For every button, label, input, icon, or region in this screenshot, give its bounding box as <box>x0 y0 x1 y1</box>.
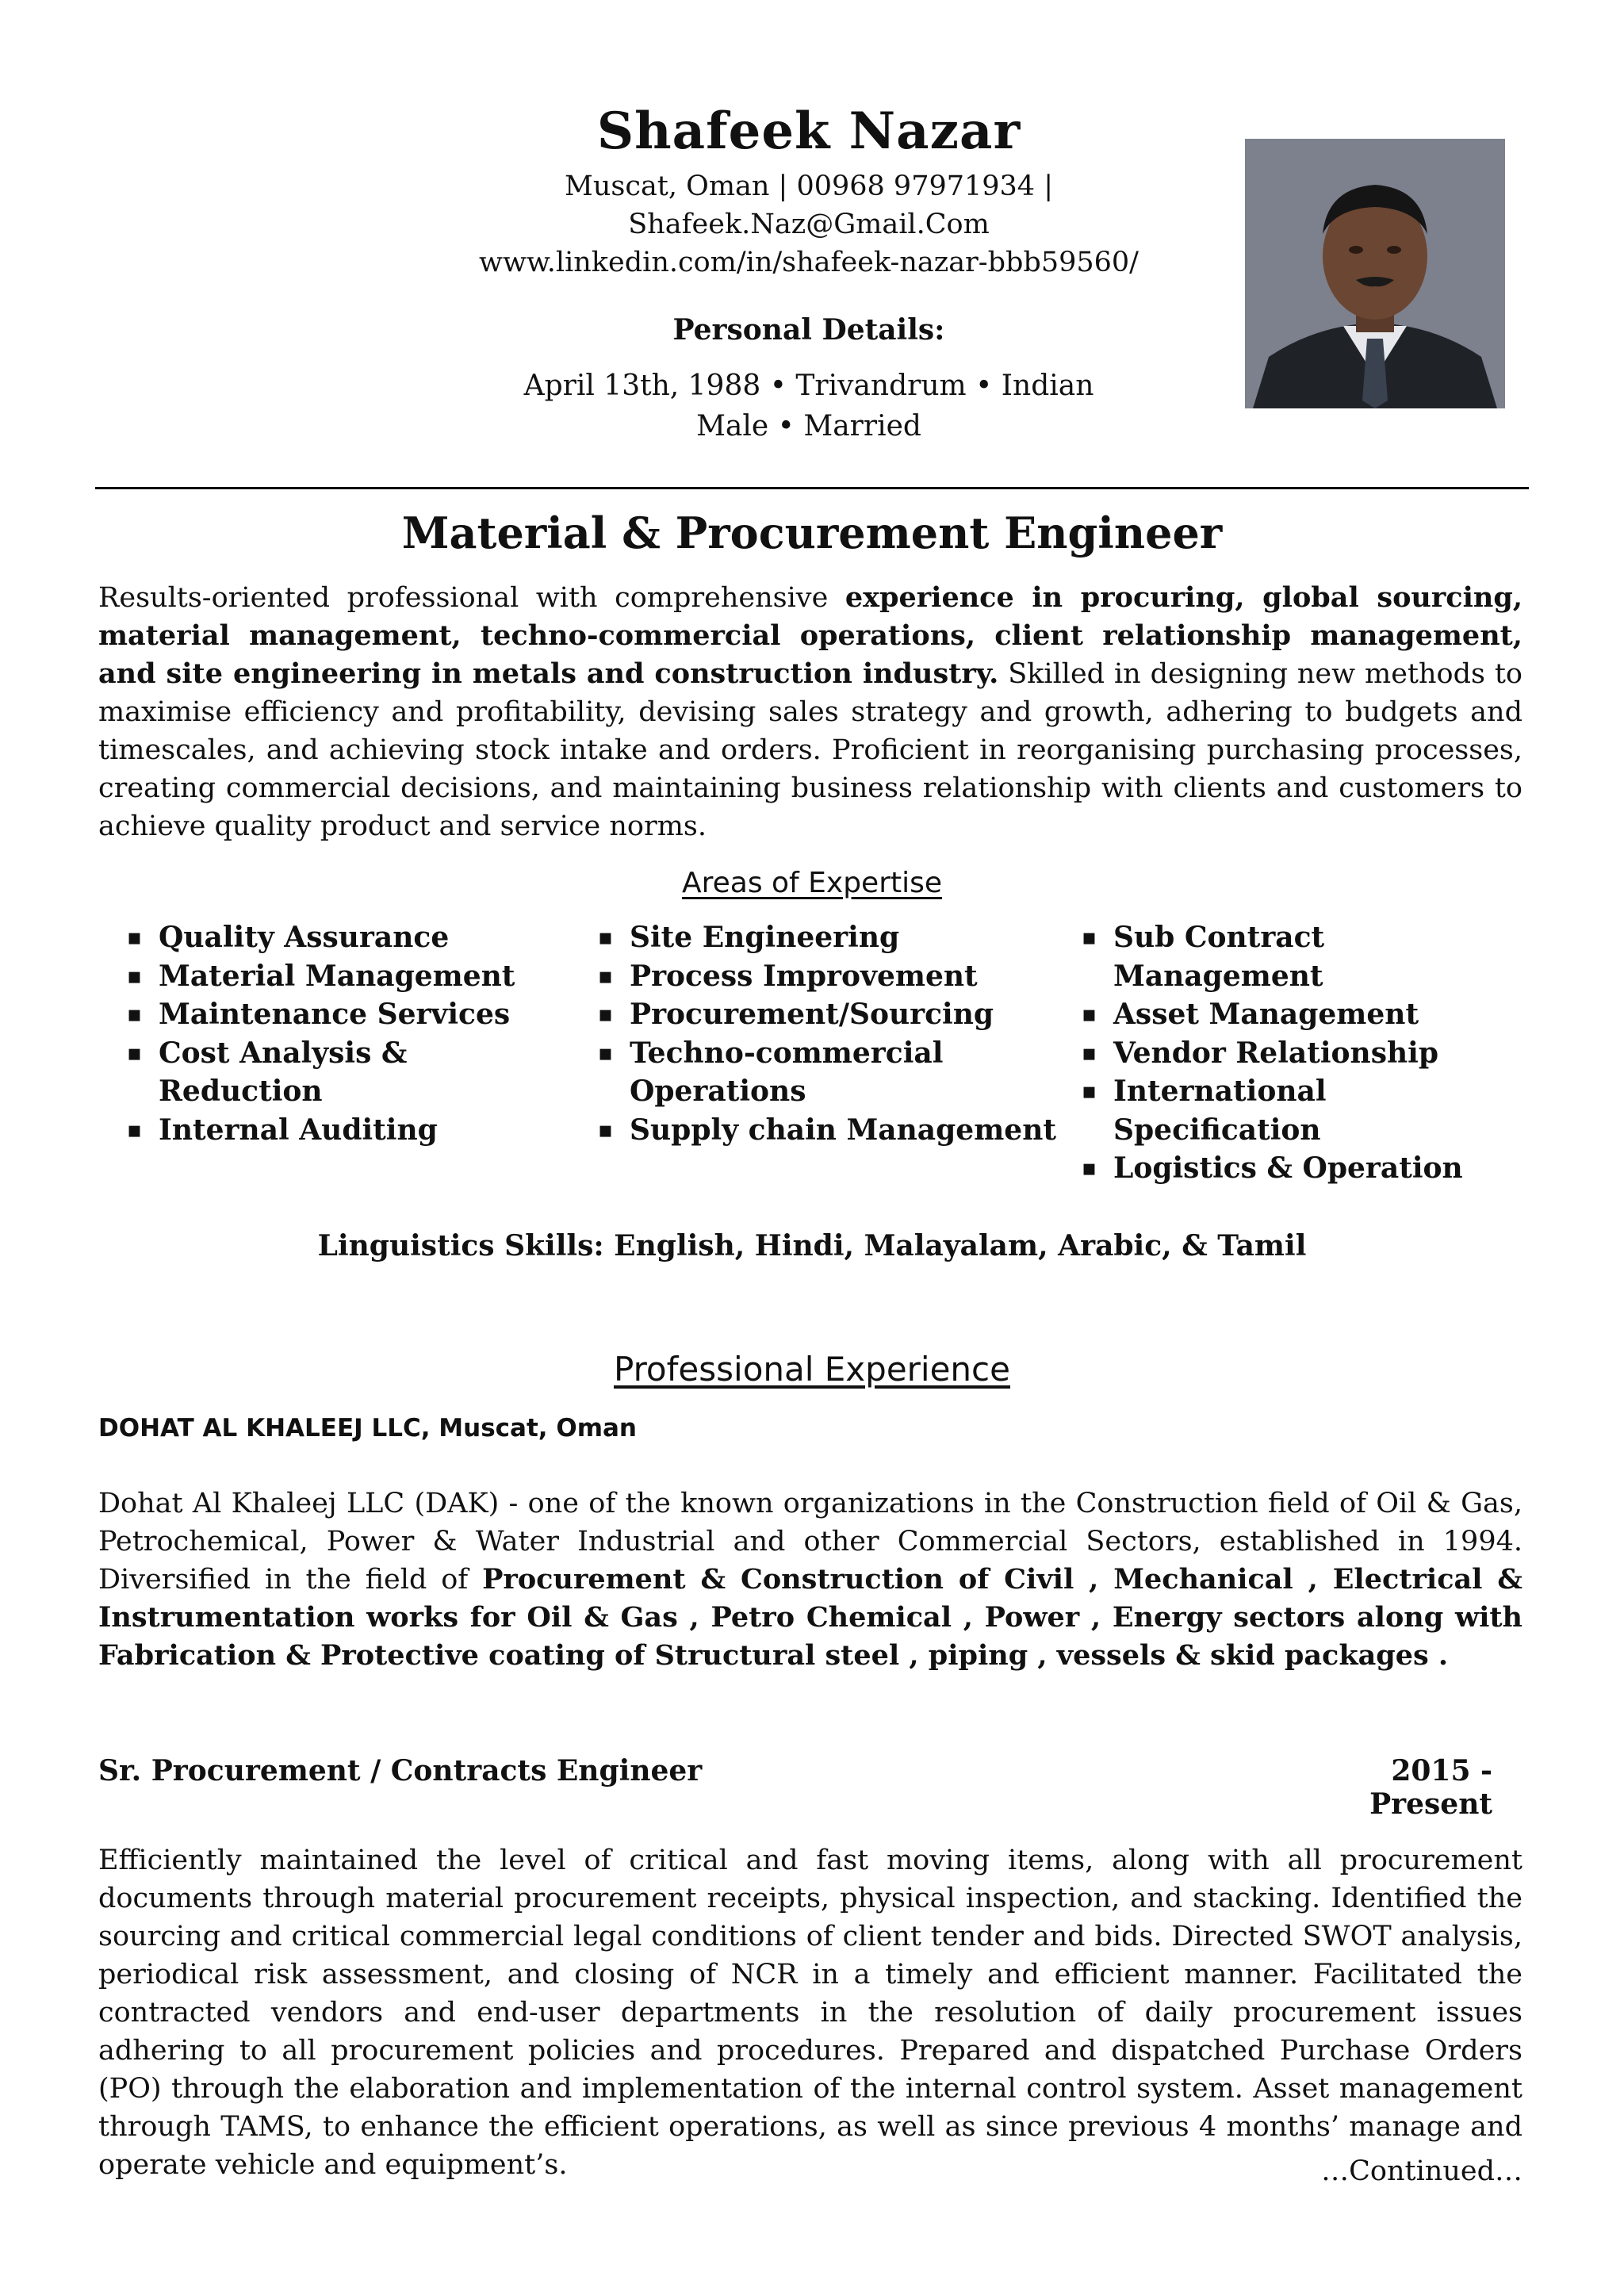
company-description <box>98 1485 1522 1675</box>
expertise-column-1 <box>113 918 573 1149</box>
company-name: DOHAT AL KHALEEJ LLC, Muscat, Oman <box>98 1414 638 1443</box>
expertise-item: ▪ International Specification <box>1067 1072 1367 1149</box>
company-intro: Dohat Al Khaleej LLC (DAK) - one of the known organizations in the Construction field of Oil & Gas, Petrochemical, Power & Water Industrial and other Commercial Sectors, established in 1994. Diversified in the field of <box>98 1488 1522 1596</box>
expertise-column-2 <box>584 918 1059 1149</box>
expertise-item: ▪ Sub Contract Management <box>1067 918 1527 995</box>
linguistics-skills: Linguistics Skills: English, Hindi, Malayalam, Arabic, & Tamil <box>317 1229 1307 1262</box>
summary-highlight: experience in procuring, global sourcing, material management, techno-commercial operations, client relationship management, and site engineering in metals and construction industry. <box>98 581 1523 690</box>
personal-details-line-1: April 13th, 1988 • Trivandrum • Indian <box>523 370 1094 402</box>
profile-photo <box>1245 139 1505 408</box>
bullet-icon: ▪ <box>1082 1155 1097 1181</box>
summary-rest: Skilled in designing new methods to maximise efficiency and profitability, devising sales strategy and growth, adhering to budgets and timescales, and achieving stock intake and orders. Proficient in reorganising purchasing processes, creating commercial decisions, and maintaining business relationship with clients and customers to achieve quality product and service norms. <box>98 658 1522 842</box>
bullet-icon: ▪ <box>598 962 613 989</box>
bullet-icon: ▪ <box>1082 1078 1097 1104</box>
summary-paragraph <box>98 579 1522 845</box>
professional-experience-heading: Professional Experience <box>614 1350 1010 1389</box>
job-title: Sr. Procurement / Contracts Engineer <box>98 1754 703 1787</box>
expertise-item: ▪ Asset Management <box>1067 995 1527 1034</box>
expertise-item: ▪ Maintenance Services <box>113 995 573 1034</box>
expertise-item: ▪ Cost Analysis & Reduction <box>113 1034 573 1111</box>
continued-note: …Continued… <box>1321 2155 1522 2187</box>
bullet-icon: ▪ <box>598 1039 613 1066</box>
expertise-item: ▪ Vendor Relationship <box>1067 1034 1527 1073</box>
expertise-item: ▪ Quality Assurance <box>113 918 573 957</box>
bullet-icon: ▪ <box>1082 1039 1097 1066</box>
bullet-icon: ▪ <box>598 1001 613 1027</box>
bullet-icon: ▪ <box>127 962 142 989</box>
expertise-item: ▪ Techno-commercial Operations <box>584 1034 947 1111</box>
bullet-icon: ▪ <box>598 924 613 950</box>
expertise-item: ▪ Supply chain Management <box>584 1111 1059 1150</box>
company-highlight: Procurement & Construction of Civil , Mechanical , Electrical & Instrumentation works for Oil & Gas , Petro Chemical , Power , Energy sectors along with Fabrication & Protective coating of Structural steel , piping , vessels & skid packages . <box>98 1563 1522 1672</box>
expertise-item: ▪ Process Improvement <box>584 957 1059 996</box>
role-title: Material & Procurement Engineer <box>401 508 1223 558</box>
bullet-icon: ▪ <box>127 1039 142 1066</box>
personal-details-line-2: Male • Married <box>696 410 921 443</box>
bullet-icon: ▪ <box>127 1001 142 1027</box>
summary-intro: Results-oriented professional with comprehensive <box>98 582 845 614</box>
bullet-icon: ▪ <box>1082 924 1097 950</box>
bullet-icon: ▪ <box>598 1116 613 1143</box>
candidate-name: Shafeek Nazar <box>596 102 1021 161</box>
expertise-column-3 <box>1067 918 1527 1188</box>
bullet-icon: ▪ <box>1082 1001 1097 1027</box>
contact-linkedin[interactable]: www.linkedin.com/in/shafeek-nazar-bbb59560/ <box>479 247 1139 278</box>
expertise-item: ▪ Site Engineering <box>584 918 1059 957</box>
job-description: Efficiently maintained the level of critical and fast moving items, along with all procurement documents through material procurement receipts, physical inspection, and stacking. Identified the sourcing and critical commercial legal conditions of client tender and bids. Directed SWOT analysis, periodical risk assessment, and closing of NCR in a timely and efficient manner. Facilitated the contracted vendors and end-user departments in the resolution of daily procurement issues adhering to all procurement policies and procedures. Prepared and dispatched Purchase Orders (PO) through the elaboration and implementation of the internal control system. Asset management through TAMS, to enhance the efficient operations, as well as since previous 4 months’ manage and operate vehicle and equipment’s. <box>98 1845 1522 2181</box>
expertise-heading: Areas of Expertise <box>681 867 943 899</box>
contact-email[interactable]: Shafeek.Naz@Gmail.Com <box>628 209 990 240</box>
header-divider <box>95 487 1529 489</box>
bullet-icon: ▪ <box>127 1116 142 1143</box>
expertise-item: ▪ Internal Auditing <box>113 1111 573 1150</box>
expertise-item: ▪ Logistics & Operation <box>1067 1149 1527 1188</box>
bullet-icon: ▪ <box>127 924 142 950</box>
job-period: 2015 - Present <box>1369 1754 1492 1821</box>
personal-details-title: Personal Details: <box>672 313 945 347</box>
contact-location-phone: Muscat, Oman | 00968 97971934 | <box>565 170 1053 202</box>
expertise-item: ▪ Procurement/Sourcing <box>584 995 1059 1034</box>
expertise-item: ▪ Material Management <box>113 957 573 996</box>
